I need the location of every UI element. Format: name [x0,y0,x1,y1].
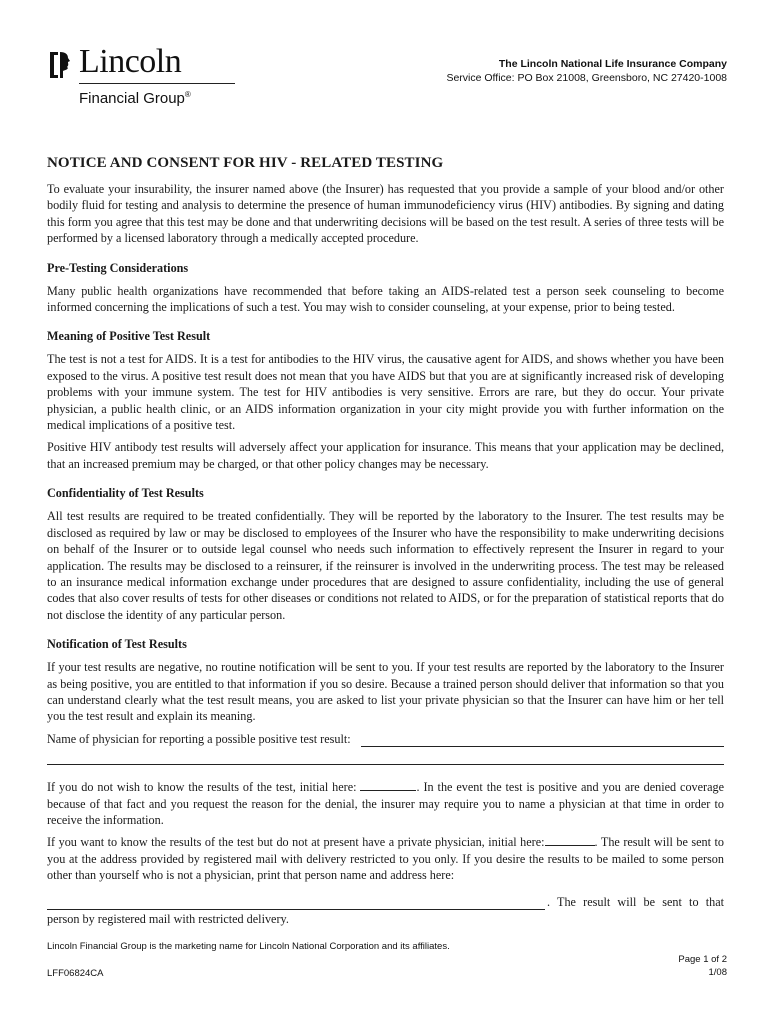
no-physician-initial-field[interactable] [545,834,595,846]
page-info [678,953,727,979]
pretesting-paragraph: Many public health organizations have recommended that before taking an AIDS-related test a person seek counseling to become informed concerning the implications of such a test. You may wish to consider counseling, at your expense, prior to being tested. [47,283,724,315]
document-header [45,44,727,114]
document-title: NOTICE AND CONSENT FOR HIV - RELATED TESTING [47,155,444,171]
alternate-recipient-row [47,894,724,910]
decline-results-initial-field[interactable] [360,779,416,791]
confidentiality-heading: Confidentiality of Test Results [47,486,204,501]
form-number: LFF06824CA [47,968,104,979]
lincoln-logo [45,44,245,108]
physician-address-field[interactable] [47,747,724,765]
positive-result-paragraph-2: Positive HIV antibody test results will adversely affect your application for insurance. This means that your application may be declined, that an increased premium may be charged, or that other policy changes may be necessary. [47,440,724,471]
service-office-address: Service Office: PO Box 21008, Greensboro, NC 27420-1008 [446,72,727,84]
physician-name-field[interactable] [361,734,724,747]
decline-results-paragraph: If you do not wish to know the results of the test, initial here: . In the event the test is positive and you are denied coverage because of that fact and you request the reason for the denial, the insurer may require you to name a physician at that time in order to receive the information. [47,780,725,827]
intro-paragraph: To evaluate your insurability, the insurer named above (the Insurer) has requested that you provide a sample of your blood and/or other bodily fluid for testing and analysis to determine the presence of human immunodeficiency virus (HIV) antibodies. By signing and dating this form you agree that this test may be done and that underwriting decisions will be based on the test result. A series of three tests will be performed by a licensed laboratory through a medically accepted procedure. [47,182,724,246]
no-physician-paragraph: If you want to know the results of the test but do not at present have a private physician, initial here: . The result will be sent to you at the address provided by registered mail with delivery restricted to you only. If you desire the results to be mailed to some person other than yourself who is not a physician, print that person name and address here: [47,835,724,883]
lincoln-profile-icon [47,50,73,80]
pretesting-heading: Pre-Testing Considerations [47,260,189,275]
positive-result-heading: Meaning of Positive Test Result [47,329,211,344]
company-info [446,57,727,85]
logo-divider [79,83,235,84]
physician-name-label: Name of physician for reporting a possible positive test result: [47,731,351,746]
date-code: 1/08 [708,967,727,978]
brand-subtitle: Financial Group® [79,90,191,107]
alternate-recipient-tail: . The result will be sent to that [547,894,724,909]
marketing-disclaimer: Lincoln Financial Group is the marketing name for Lincoln National Corporation and its affiliates. [47,941,450,952]
confidentiality-paragraph: All test results are required to be treated confidentially. They will be reported by the laboratory to the Insurer. The test results may be disclosed as required by law or may be disclosed to employees of the Insurer who have the responsibility to make underwriting decisions on behalf of the Insurer or to outside legal counsel who needs such information to effectively represent the Insurer in regard to your application. The results may be disclosed to a reinsurer, if the reinsurer is involved in the underwriting process. The test may be released to an insurance medical information exchange under procedures that are designed to assure confidentiality, including the use of general codes that also cover results of tests for other diseases or conditions not related to AIDS, or for the preparation of statistical reports that do not disclose the identity of any particular person. [47,509,724,622]
brand-name: Lincoln [79,43,182,80]
company-name: The Lincoln National Life Insurance Company [498,58,727,70]
notification-paragraph: If your test results are negative, no routine notification will be sent to you. If your test results are reported by the laboratory to the Insurer as being positive, you are entitled to that information if you so desire. Because a trained person should deliver that information so that you can understand clearly what the test result means, you are asked to list your private physician so that the Insurer can have him or her tell you the test result and explain its meaning. [47,660,724,724]
notification-heading: Notification of Test Results [47,637,187,652]
registered-mail-text: person by registered mail with restricted delivery. [47,912,289,926]
document-body [47,154,724,933]
page-number: Page 1 of 2 [678,954,727,965]
physician-name-row [47,731,724,747]
positive-result-paragraph-1: The test is not a test for AIDS. It is a test for antibodies to the HIV virus, the causative agent for AIDS, and shows whether you have been exposed to the virus. A positive test result does not mean that you have AIDS but that you are at significantly increased risk of developing problems with your immune system. The test for HIV antibodies is very sensitive. Errors are rare, but they do occur. Your private physician, a public health clinic, or an AIDS information organization in your city might provide you with further information on the medical implications of a positive test. [47,352,724,433]
alternate-recipient-field[interactable] [47,897,545,910]
